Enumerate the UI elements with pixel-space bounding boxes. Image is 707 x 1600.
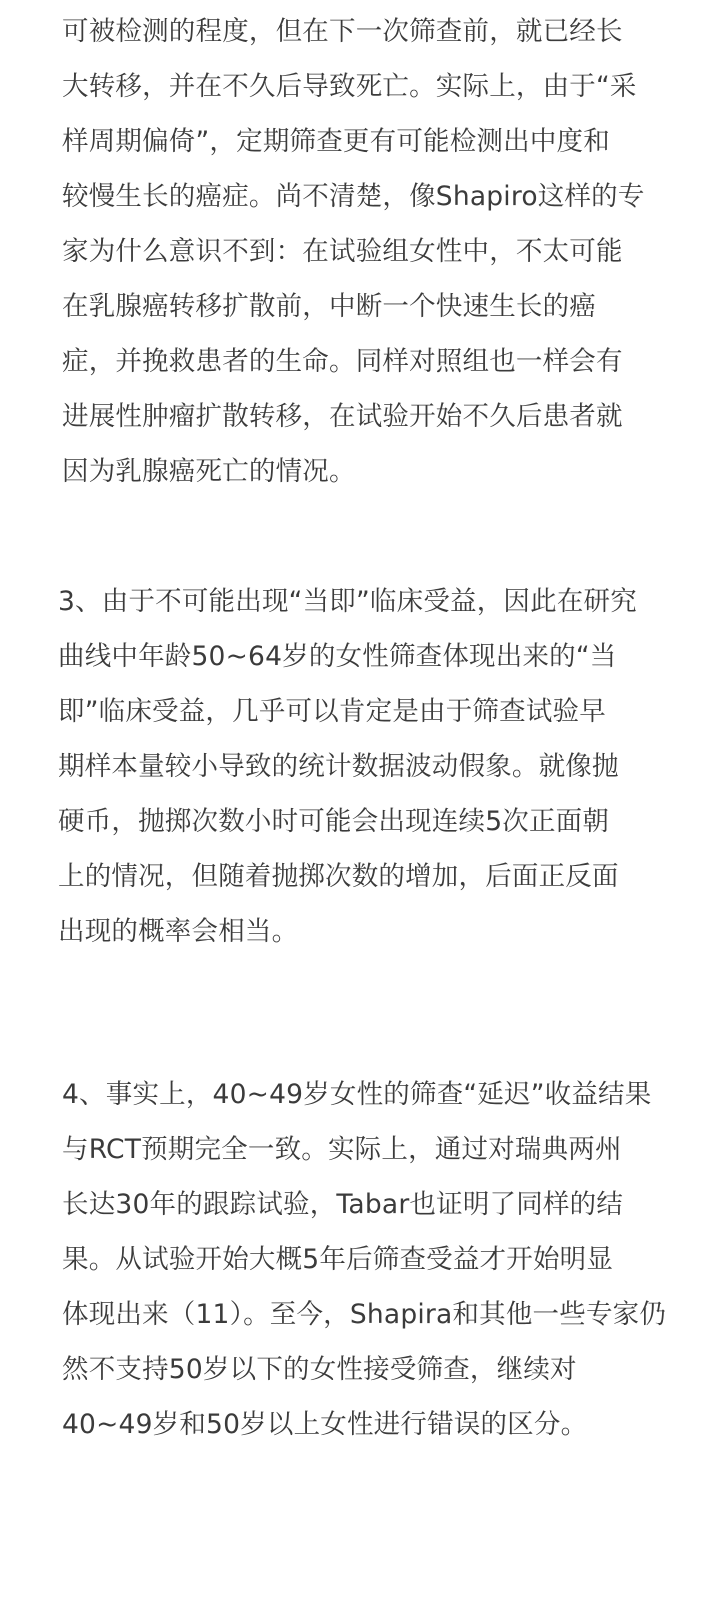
text-line: 家为什么意识不到：在试验组女性中，不太可能: [62, 236, 623, 267]
text-line: 进展性肿瘤扩散转移，在试验开始不久后患者就: [62, 401, 623, 432]
text-line: 即”临床受益，几乎可以肯定是由于筛查试验早: [58, 696, 606, 727]
text-line: 果。从试验开始大概5年后筛查受益才开始明显: [62, 1244, 614, 1275]
text-line: 4、事实上，40~49岁女性的筛查“延迟”收益结果: [62, 1079, 652, 1110]
text-line: 因为乳腺癌死亡的情况。: [62, 456, 356, 487]
text-line: 症，并挽救患者的生命。同样对照组也一样会有: [62, 346, 623, 377]
text-line: 可被检测的程度，但在下一次筛查前，就已经长: [62, 16, 623, 47]
text-line: 长达30年的跟踪试验，Tabar也证明了同样的结: [62, 1189, 624, 1220]
text-line: 曲线中年龄50~64岁的女性筛查体现出来的“当: [58, 641, 617, 672]
text-line: 较慢生长的癌症。尚不清楚，像Shapiro这样的专: [62, 181, 645, 212]
text-line: 与RCT预期完全一致。实际上，通过对瑞典两州: [62, 1134, 622, 1165]
text-line: 出现的概率会相当。: [58, 916, 299, 947]
text-line: 大转移，并在不久后导致死亡。实际上，由于“采: [62, 71, 637, 102]
text-line: 样周期偏倚”，定期筛查更有可能检测出中度和: [62, 126, 610, 157]
text-line: 然不支持50岁以下的女性接受筛查，继续对: [62, 1354, 577, 1385]
text-line: 硬币，抛掷次数小时可能会出现连续5次正面朝: [58, 806, 610, 837]
text-line: 上的情况，但随着抛掷次数的增加，后面正反面: [58, 861, 619, 892]
text-line: 40~49岁和50岁以上女性进行错误的区分。: [62, 1409, 588, 1440]
text-line: 3、由于不可能出现“当即”临床受益，因此在研究: [58, 586, 637, 617]
text-line: 在乳腺癌转移扩散前，中断一个快速生长的癌: [62, 291, 596, 322]
text-line: 期样本量较小导致的统计数据波动假象。就像抛: [58, 751, 619, 782]
text-line: 体现出来（11）。至今，Shapira和其他一些专家仍: [62, 1299, 667, 1330]
